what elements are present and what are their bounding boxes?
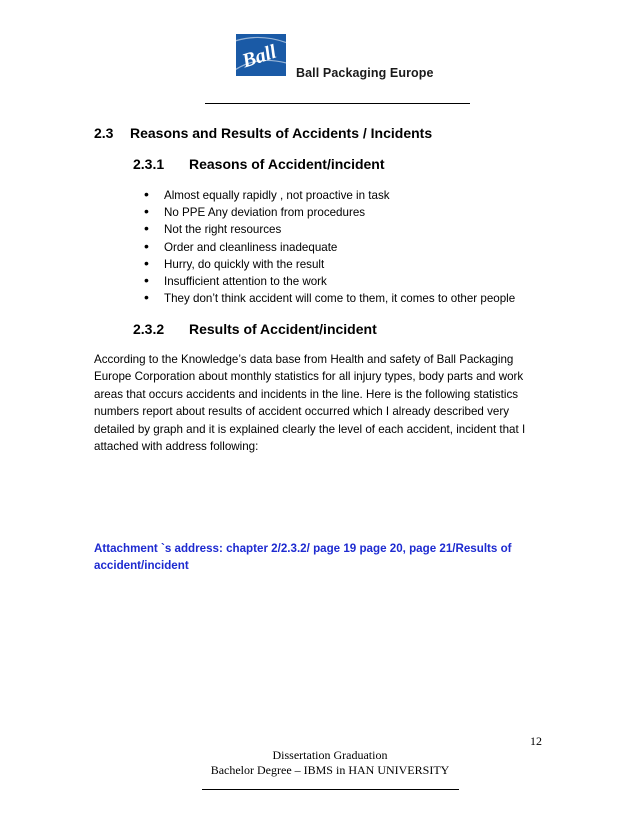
list-item-text: Hurry, do quickly with the result <box>164 257 325 271</box>
subsection-heading-2 <box>133 321 377 337</box>
list-item-text: They don’t think accident will come to them, it comes to other people <box>164 292 516 306</box>
list-item <box>144 204 515 221</box>
footer-rule <box>202 789 459 790</box>
footer-line-1: Dissertation Graduation <box>272 748 388 762</box>
bullet-icon: • <box>144 220 149 237</box>
bullet-icon: • <box>144 271 149 288</box>
section-heading <box>94 125 432 141</box>
section-title: Reasons and Results of Accidents / Incidents <box>130 125 433 141</box>
subsection-number-1: 2.3.1 <box>133 156 165 172</box>
section-number: 2.3 <box>94 125 114 141</box>
reasons-list <box>144 187 515 307</box>
list-item-text: Almost equally rapidly , not proactive in task <box>164 189 390 202</box>
results-paragraph: According to the Knowledge’s data base from Health and safety of Ball Packaging Europe Corporation about monthly statistics for all injury types, body parts and work areas that occurs accidents and incidents in the line. Here is the following statistics numbers report about results of accident occurred which I already described very detailed by graph and it is explained clearly the level of each accident, incident that I attached with address following: <box>94 353 526 454</box>
header-rule <box>205 103 470 104</box>
subsection-heading-1 <box>133 156 385 172</box>
logo-script-text: Ball <box>239 40 280 73</box>
page-number: 12 <box>530 734 542 748</box>
list-item <box>144 273 515 290</box>
attachment-address: Attachment `s address: chapter 2/2.3.2/ page 19 page 20, page 21/Results of accident/incident <box>94 542 512 573</box>
bullet-icon: • <box>144 203 149 220</box>
subsection-title-2: Results of Accident/incident <box>189 321 377 337</box>
list-item <box>144 256 515 273</box>
bullet-icon: • <box>144 254 149 271</box>
subsection-title-1: Reasons of Accident/incident <box>189 156 385 172</box>
list-item-text: No PPE Any deviation from procedures <box>164 206 366 220</box>
bullet-icon: • <box>144 289 149 306</box>
list-item <box>144 221 515 238</box>
list-item-text: Insufficient attention to the work <box>164 274 327 288</box>
footer-line-2: Bachelor Degree – IBMS in HAN UNIVERSITY <box>210 763 450 777</box>
list-item-text: Not the right resources <box>164 223 282 237</box>
bullet-icon: • <box>144 186 149 202</box>
list-item <box>144 239 515 256</box>
list-item <box>144 187 515 204</box>
bullet-icon: • <box>144 237 149 254</box>
list-item-text: Order and cleanliness inadequate <box>164 240 338 254</box>
list-item <box>144 290 515 307</box>
brand-name: Ball Packaging Europe <box>296 66 434 80</box>
subsection-number-2: 2.3.2 <box>133 321 165 337</box>
ball-logo <box>236 34 286 76</box>
